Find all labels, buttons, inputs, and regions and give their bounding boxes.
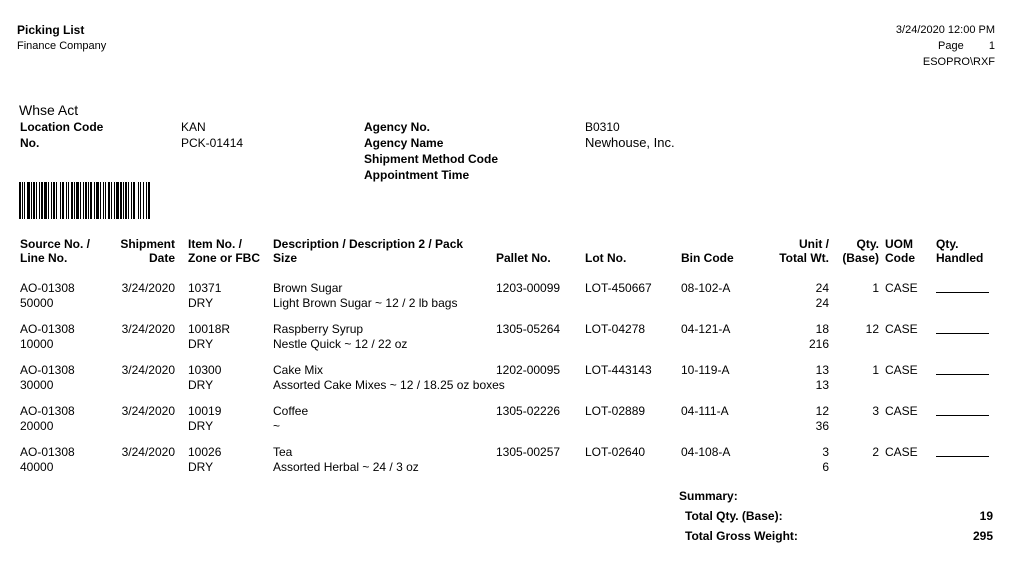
cell-description-2: Assorted Cake Mixes ~ 12 / 18.25 oz boxes	[273, 378, 505, 392]
cell-pallet-no: 1305-02226	[496, 404, 561, 418]
total-weight-label: Total Gross Weight:	[685, 529, 798, 543]
cell-bin-code: 08-102-A	[681, 281, 731, 295]
cell-zone: DRY	[188, 337, 214, 351]
cell-lot-no: LOT-443143	[585, 363, 652, 377]
cell-zone: DRY	[188, 460, 214, 474]
appointment-time-label: Appointment Time	[364, 168, 470, 182]
cell-description: Raspberry Syrup	[273, 322, 364, 336]
agency-name-value: Newhouse, Inc.	[585, 135, 675, 150]
cell-total-wt: 13	[815, 378, 829, 392]
cell-shipment-date: 3/24/2020	[121, 404, 175, 418]
cell-source-no: AO-01308	[20, 363, 75, 377]
col-unit-total-wt: Unit / Total Wt.	[779, 237, 829, 265]
cell-shipment-date: 3/24/2020	[121, 363, 175, 377]
cell-shipment-date: 3/24/2020	[121, 445, 175, 459]
cell-item-no: 10018R	[188, 322, 231, 336]
cell-zone: DRY	[188, 296, 214, 310]
cell-lot-no: LOT-04278	[585, 322, 646, 336]
cell-item-no: 10026	[188, 445, 222, 459]
page-label: Page	[938, 40, 964, 52]
location-code-value: KAN	[181, 120, 206, 134]
cell-unit-wt: 13	[815, 363, 829, 377]
cell-line-no: 50000	[20, 296, 54, 310]
page-number: 1	[988, 40, 995, 52]
cell-total-wt: 24	[815, 296, 829, 310]
cell-description-2: Light Brown Sugar ~ 12 / 2 lb bags	[273, 296, 458, 310]
report-title: Picking List	[17, 23, 85, 37]
cell-total-wt: 6	[822, 460, 829, 474]
report-user: ESOPRO\RXF	[922, 56, 995, 68]
cell-zone: DRY	[188, 419, 214, 433]
qty-handled-blank	[936, 332, 989, 334]
agency-no-value: B0310	[585, 120, 620, 134]
cell-description: Brown Sugar	[273, 281, 343, 295]
company-name: Finance Company	[17, 40, 107, 52]
cell-source-no: AO-01308	[20, 404, 75, 418]
col-uom-code: UOM Code	[885, 237, 915, 265]
cell-description-2: Nestle Quick ~ 12 / 22 oz	[273, 337, 408, 351]
col-lot-no: Lot No.	[585, 251, 627, 265]
col-shipment-date: Shipment Date	[120, 237, 175, 265]
summary-label: Summary:	[679, 489, 738, 503]
cell-uom: CASE	[885, 445, 918, 459]
cell-unit-wt: 24	[815, 281, 829, 295]
cell-line-no: 40000	[20, 460, 54, 474]
cell-lot-no: LOT-02889	[585, 404, 646, 418]
cell-qty-base: 12	[865, 322, 879, 336]
no-label: No.	[20, 136, 40, 150]
col-qty-handled: Qty. Handled	[936, 237, 984, 265]
cell-bin-code: 04-121-A	[681, 322, 731, 336]
cell-pallet-no: 1305-05264	[496, 322, 561, 336]
qty-handled-blank	[936, 291, 989, 293]
cell-zone: DRY	[188, 378, 214, 392]
col-pallet-no: Pallet No.	[496, 251, 551, 265]
cell-line-no: 30000	[20, 378, 54, 392]
cell-shipment-date: 3/24/2020	[121, 322, 175, 336]
cell-description: Cake Mix	[273, 363, 324, 377]
cell-item-no: 10300	[188, 363, 222, 377]
col-bin-code: Bin Code	[681, 251, 734, 265]
cell-unit-wt: 12	[815, 404, 829, 418]
qty-handled-blank	[936, 373, 989, 375]
qty-handled-blank	[936, 455, 989, 457]
cell-qty-base: 1	[872, 363, 879, 377]
cell-description: Tea	[273, 445, 293, 459]
location-code-label: Location Code	[20, 120, 104, 134]
cell-bin-code: 10-119-A	[681, 363, 730, 377]
total-qty-value: 19	[979, 509, 993, 523]
total-weight-value: 295	[972, 529, 993, 543]
cell-uom: CASE	[885, 404, 918, 418]
col-qty-base: Qty. (Base)	[842, 237, 879, 265]
cell-source-no: AO-01308	[20, 445, 75, 459]
cell-total-wt: 216	[808, 337, 829, 351]
col-source-no: Source No. / Line No.	[20, 237, 91, 265]
cell-qty-base: 2	[872, 445, 879, 459]
cell-item-no: 10019	[188, 404, 222, 418]
cell-description: Coffee	[273, 404, 309, 418]
cell-bin-code: 04-108-A	[681, 445, 731, 459]
agency-name-label: Agency Name	[364, 136, 444, 150]
cell-unit-wt: 18	[815, 322, 829, 336]
whse-act-title: Whse Act	[19, 102, 79, 118]
cell-description-2: Assorted Herbal ~ 24 / 3 oz	[273, 460, 419, 474]
cell-total-wt: 36	[815, 419, 829, 433]
cell-description-2: ~	[273, 419, 281, 433]
barcode-bar	[148, 182, 150, 219]
cell-source-no: AO-01308	[20, 322, 75, 336]
cell-bin-code: 04-111-A	[681, 404, 729, 418]
no-value: PCK-01414	[181, 136, 244, 150]
cell-unit-wt: 3	[822, 445, 829, 459]
cell-uom: CASE	[885, 322, 918, 336]
cell-line-no: 20000	[20, 419, 54, 433]
shipment-method-label: Shipment Method Code	[364, 152, 498, 166]
cell-pallet-no: 1305-00257	[496, 445, 561, 459]
cell-source-no: AO-01308	[20, 281, 75, 295]
cell-qty-base: 3	[872, 404, 879, 418]
cell-pallet-no: 1203-00099	[496, 281, 561, 295]
cell-pallet-no: 1202-00095	[496, 363, 561, 377]
barcode	[19, 182, 150, 219]
col-description: Description / Description 2 / Pack Size	[273, 237, 464, 265]
cell-qty-base: 1	[872, 281, 879, 295]
col-item-no: Item No. / Zone or FBC	[188, 237, 260, 265]
cell-item-no: 10371	[188, 281, 222, 295]
total-qty-label: Total Qty. (Base):	[685, 509, 783, 523]
cell-lot-no: LOT-02640	[585, 445, 646, 459]
cell-shipment-date: 3/24/2020	[121, 281, 175, 295]
agency-no-label: Agency No.	[364, 120, 431, 134]
cell-uom: CASE	[885, 281, 918, 295]
cell-lot-no: LOT-450667	[585, 281, 652, 295]
cell-uom: CASE	[885, 363, 918, 377]
report-datetime: 3/24/2020 12:00 PM	[895, 24, 995, 36]
cell-line-no: 10000	[20, 337, 54, 351]
qty-handled-blank	[936, 414, 989, 416]
